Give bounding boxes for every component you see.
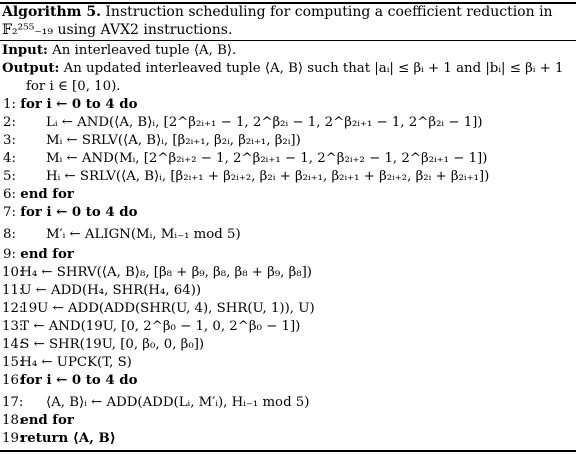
caption-line-1: Instruction scheduling for computing a coefficient reduction in xyxy=(105,4,553,20)
algo-line xyxy=(2,301,315,317)
bottom-rule xyxy=(0,450,576,452)
line-number: 12: xyxy=(2,301,24,316)
line-number: 11: xyxy=(2,283,24,298)
algo-line xyxy=(2,187,74,203)
input-label: Input: xyxy=(2,43,48,58)
line-text: Mᵢ ← AND(Mᵢ, [2^β₂ᵢ₊₂ − 1, 2^β₂ᵢ₊₁ − 1, 2^β₂ᵢ₊₂ − 1, 2^β₂ᵢ₊₁ − 1]) xyxy=(46,151,488,166)
output-line xyxy=(2,61,563,77)
line-text: T ← AND(19U, [0, 2^β₀ − 1, 0, 2^β₀ − 1]) xyxy=(20,319,301,334)
line-text: end for xyxy=(20,247,74,262)
line-text: for i ← 0 to 4 do xyxy=(20,205,138,220)
line-number: 17: xyxy=(2,395,24,410)
output-text: An updated interleaved tuple ⟨A, B⟩ such that |aᵢ| ≤ βᵢ + 1 and |bᵢ| ≤ βᵢ + 1 xyxy=(63,61,564,76)
line-number: 16: xyxy=(2,373,24,388)
output-label: Output: xyxy=(2,61,60,76)
line-text: ⟨A, B⟩ᵢ ← ADD(ADD(Lᵢ, M′ᵢ), Hᵢ₋₁ mod 5) xyxy=(46,395,310,410)
algo-line xyxy=(2,205,137,221)
algo-line xyxy=(2,355,132,371)
line-number: 10: xyxy=(2,265,24,280)
line-text: U ← ADD(H₄, SHR(H₄, 64)) xyxy=(20,283,202,298)
algorithm-caption xyxy=(2,3,574,39)
line-number: 5: xyxy=(3,169,16,184)
input-text: An interleaved tuple ⟨A, B⟩. xyxy=(52,43,237,58)
algo-line xyxy=(2,319,300,335)
line-text: Lᵢ ← AND(⟨A, B⟩ᵢ, [2^β₂ᵢ₊₁ − 1, 2^β₂ᵢ − 1, 2^β₂ᵢ₊₁ − 1, 2^β₂ᵢ − 1]) xyxy=(46,115,483,130)
line-text: end for xyxy=(20,413,74,428)
line-number: 19: xyxy=(2,431,24,446)
line-text: return ⟨A, B⟩ xyxy=(20,431,116,446)
caption-line-2: 𝔽₂²⁵⁵₋₁₉ using AVX2 instructions. xyxy=(2,22,233,38)
algo-line xyxy=(2,373,137,389)
algo-line xyxy=(2,413,74,429)
algo-line xyxy=(2,265,312,281)
line-number: 4: xyxy=(3,151,16,166)
algo-line xyxy=(2,227,241,243)
line-number: 15: xyxy=(2,355,24,370)
algo-line xyxy=(2,395,309,411)
algo-line xyxy=(2,283,201,299)
line-number: 2: xyxy=(3,115,16,130)
algo-line xyxy=(2,97,137,113)
line-number: 18: xyxy=(2,413,24,428)
line-text: for i ← 0 to 4 do xyxy=(20,373,138,388)
algo-line xyxy=(2,247,74,263)
algorithm-heading: Algorithm 5. xyxy=(2,4,101,20)
algo-line xyxy=(2,337,204,353)
line-text: S ← SHR(19U, [0, β₀, 0, β₀]) xyxy=(20,337,205,352)
line-text: M′ᵢ ← ALIGN(Mᵢ, Mᵢ₋₁ mod 5) xyxy=(46,227,241,242)
line-text: 19U ← ADD(ADD(SHR(U, 4), SHR(U, 1)), U) xyxy=(20,301,315,316)
line-number: 9: xyxy=(3,247,16,262)
line-text: Hᵢ ← SRLV(⟨A, B⟩ᵢ, [β₂ᵢ₊₁ + β₂ᵢ₊₂, β₂ᵢ + β₂ᵢ₊₁, β₂ᵢ₊₁ + β₂ᵢ₊₂, β₂ᵢ + β₂ᵢ₊₁]) xyxy=(46,169,490,184)
line-text: for i ← 0 to 4 do xyxy=(20,97,138,112)
line-number: 3: xyxy=(3,133,16,148)
algo-line xyxy=(2,151,487,167)
line-number: 6: xyxy=(3,187,16,202)
algo-line xyxy=(2,431,116,447)
line-number: 7: xyxy=(3,205,16,220)
line-number: 1: xyxy=(3,97,16,112)
line-text: H₄ ← UPCK(T, S) xyxy=(20,355,132,370)
line-text: Mᵢ ← SRLV(⟨A, B⟩ᵢ, [β₂ᵢ₊₁, β₂ᵢ, β₂ᵢ₊₁, β₂ᵢ]) xyxy=(46,133,301,148)
caption-rule xyxy=(0,40,576,41)
algo-line xyxy=(2,133,301,149)
input-line xyxy=(2,43,236,59)
line-text: end for xyxy=(20,187,74,202)
line-number: 13: xyxy=(2,319,24,334)
output-text-continued: for i ∈ [0, 10). xyxy=(26,79,121,94)
algo-line xyxy=(2,115,483,131)
line-text: H₄ ← SHRV(⟨A, B⟩₈, [β₈ + β₉, β₈, β₈ + β₉, β₈]) xyxy=(20,265,312,280)
line-number: 8: xyxy=(3,227,16,242)
algo-line xyxy=(2,169,489,185)
line-number: 14: xyxy=(2,337,24,352)
